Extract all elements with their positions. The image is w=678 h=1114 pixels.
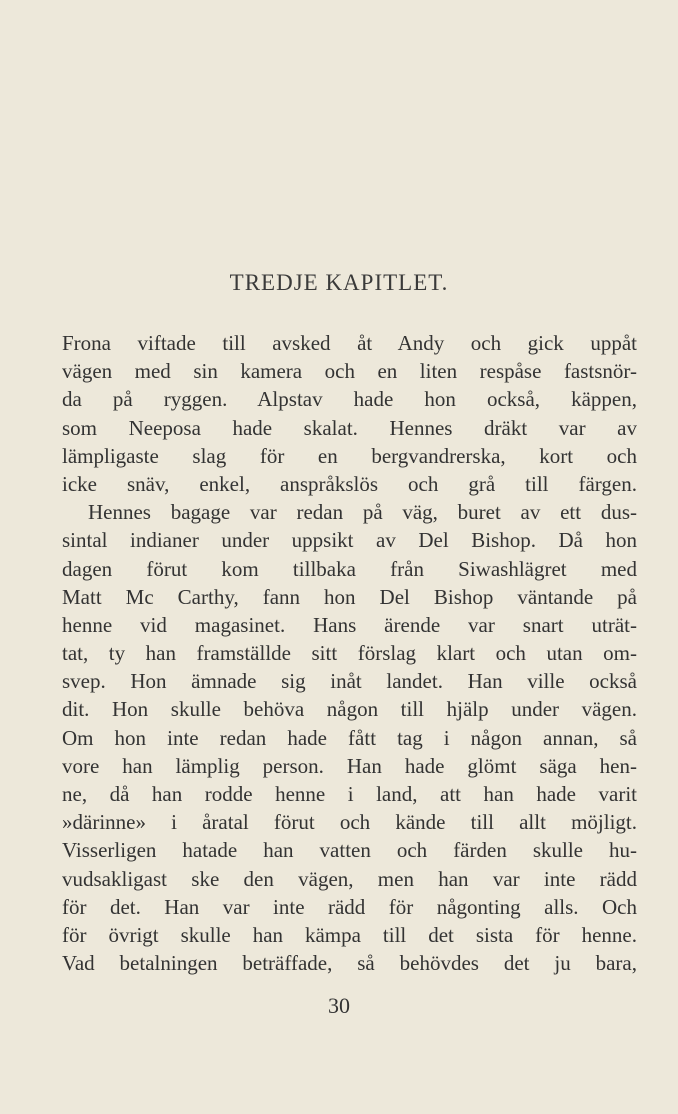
text-line: för övrigt skulle han kämpa till det sista för henne. bbox=[62, 922, 637, 947]
text-line: Vad betalningen beträffade, så behövdes det ju bara, bbox=[62, 951, 637, 976]
text-line: lämpligaste slag för en bergvandrerska, kort och bbox=[62, 443, 637, 468]
text-line: icke snäv, enkel, anspråkslös och grå till färgen. bbox=[62, 471, 637, 496]
text-line: Om hon inte redan hade fått tag i någon annan, så bbox=[62, 725, 637, 750]
chapter-title: TREDJE KAPITLET. bbox=[229, 270, 449, 295]
text-line: vägen med sin kamera och en liten respåse fastsnör- bbox=[62, 359, 637, 384]
text-line: tat, ty han framställde sitt förslag klart och utan om- bbox=[62, 641, 637, 666]
text-line: vudsakligast ske den vägen, men han var inte rädd bbox=[62, 866, 637, 891]
text-line: som Neeposa hade skalat. Hennes dräkt var av bbox=[62, 415, 637, 440]
text-line: svep. Hon ämnade sig inåt landet. Han ville också bbox=[62, 669, 637, 694]
text-line: henne vid magasinet. Hans ärende var snart uträt- bbox=[62, 612, 637, 637]
page-number: 30 bbox=[328, 993, 350, 1018]
text-line: »därinne» i åratal förut och kände till allt möjligt. bbox=[62, 810, 637, 835]
text-line: Visserligen hatade han vatten och färden skulle hu- bbox=[62, 838, 637, 863]
text-line: Hennes bagage var redan på väg, buret av ett dus- bbox=[88, 500, 637, 525]
text-line: da på ryggen. Alpstav hade hon också, käppen, bbox=[62, 387, 637, 412]
text-line: för det. Han var inte rädd för någonting alls. Och bbox=[62, 894, 637, 919]
text-line: sintal indianer under uppsikt av Del Bishop. Då hon bbox=[62, 528, 637, 553]
text-line: ne, då han rodde henne i land, att han hade varit bbox=[62, 782, 637, 806]
text-line: Matt Mc Carthy, fann hon Del Bishop väntande på bbox=[62, 584, 637, 609]
text-line: dit. Hon skulle behöva någon till hjälp under vägen. bbox=[62, 697, 637, 722]
body-text bbox=[62, 329, 637, 977]
text-line: vore han lämplig person. Han hade glömt säga hen- bbox=[62, 753, 637, 778]
text-line: Frona viftade till avsked åt Andy och gick uppåt bbox=[62, 331, 637, 355]
text-line: dagen förut kom tillbaka från Siwashlägret med bbox=[62, 556, 637, 581]
